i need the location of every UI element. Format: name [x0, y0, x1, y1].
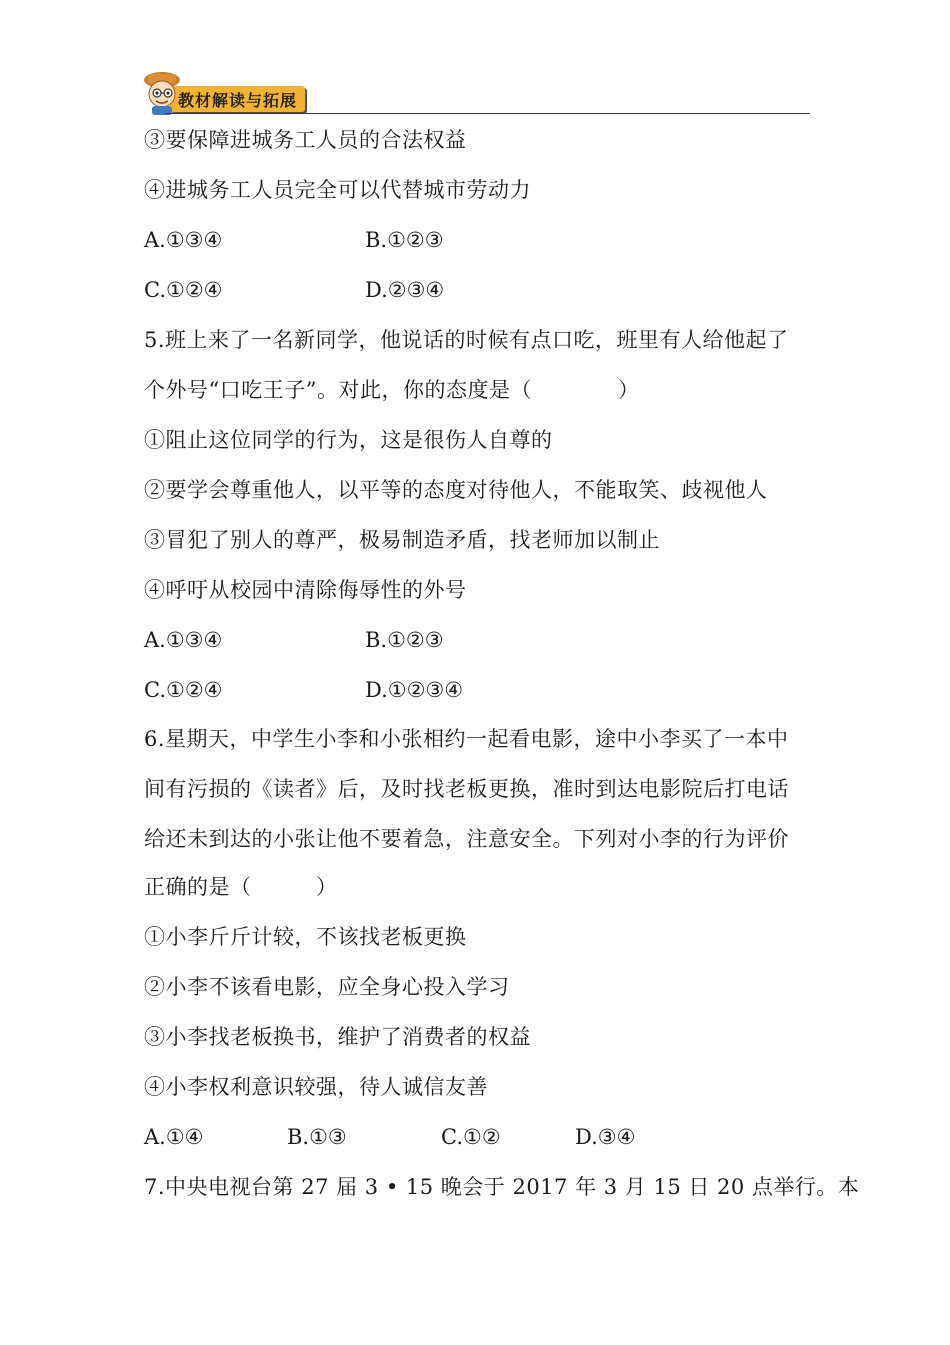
q5-option-a: A.①③④ — [144, 628, 223, 652]
q4-item-3: ③要保障进城务工人员的合法权益 — [144, 128, 467, 152]
q4-option-a: A.①③④ — [144, 228, 223, 252]
banner-label: 教材解读与拓展 — [178, 91, 298, 110]
q6-option-a: A.①④ — [144, 1125, 204, 1149]
q6-option-b: B.①③ — [287, 1125, 347, 1149]
q5-stem-line-1: 5.班上来了一名新同学，他说话的时候有点口吃，班里有人给他起了 — [144, 328, 789, 352]
q6-stem-line-3: 给还未到达的小张让他不要着急，注意安全。下列对小李的行为评价 — [144, 827, 789, 851]
textbook-logo — [140, 66, 310, 116]
q4-option-d: D.②③④ — [365, 278, 445, 302]
page-header — [140, 66, 810, 116]
q6-item-1: ①小李斤斤计较，不该找老板更换 — [144, 925, 467, 949]
q4-item-4: ④进城务工人员完全可以代替城市劳动力 — [144, 178, 531, 202]
q6-stem-line-1: 6.星期天，中学生小李和小张相约一起看电影，途中小李买了一本中 — [144, 727, 789, 751]
q7-stem-line-1: 7.中央电视台第 27 届 3 • 15 晚会于 2017 年 3 月 15 日 20 点举行。本 — [144, 1175, 860, 1199]
q5-item-3: ③冒犯了别人的尊严，极易制造矛盾，找老师加以制止 — [144, 528, 660, 552]
q5-item-4: ④呼吁从校园中清除侮辱性的外号 — [144, 578, 467, 602]
q6-option-c: C.①② — [441, 1125, 501, 1149]
q5-option-c: C.①②④ — [144, 678, 223, 702]
q5-item-1: ①阻止这位同学的行为，这是很伤人自尊的 — [144, 428, 553, 452]
q6-option-d: D.③④ — [575, 1125, 636, 1149]
q4-option-c: C.①②④ — [144, 278, 223, 302]
q6-stem-line-4: 正确的是（ ） — [144, 875, 338, 899]
q5-option-b: B.①②③ — [365, 628, 444, 652]
q5-item-2: ②要学会尊重他人，以平等的态度对待他人，不能取笑、歧视他人 — [144, 478, 768, 502]
header-divider — [165, 113, 810, 114]
q5-stem-line-2: 个外号“口吃王子”。对此，你的态度是（ ） — [144, 378, 640, 402]
q4-option-b: B.①②③ — [365, 228, 444, 252]
q6-item-2: ②小李不该看电影，应全身心投入学习 — [144, 975, 510, 999]
q6-item-3: ③小李找老板换书，维护了消费者的权益 — [144, 1025, 531, 1049]
q6-stem-line-2: 间有污损的《读者》后，及时找老板更换，准时到达电影院后打电话 — [144, 777, 789, 801]
q6-item-4: ④小李权利意识较强，待人诚信友善 — [144, 1075, 488, 1099]
q5-option-d: D.①②③④ — [365, 678, 464, 702]
